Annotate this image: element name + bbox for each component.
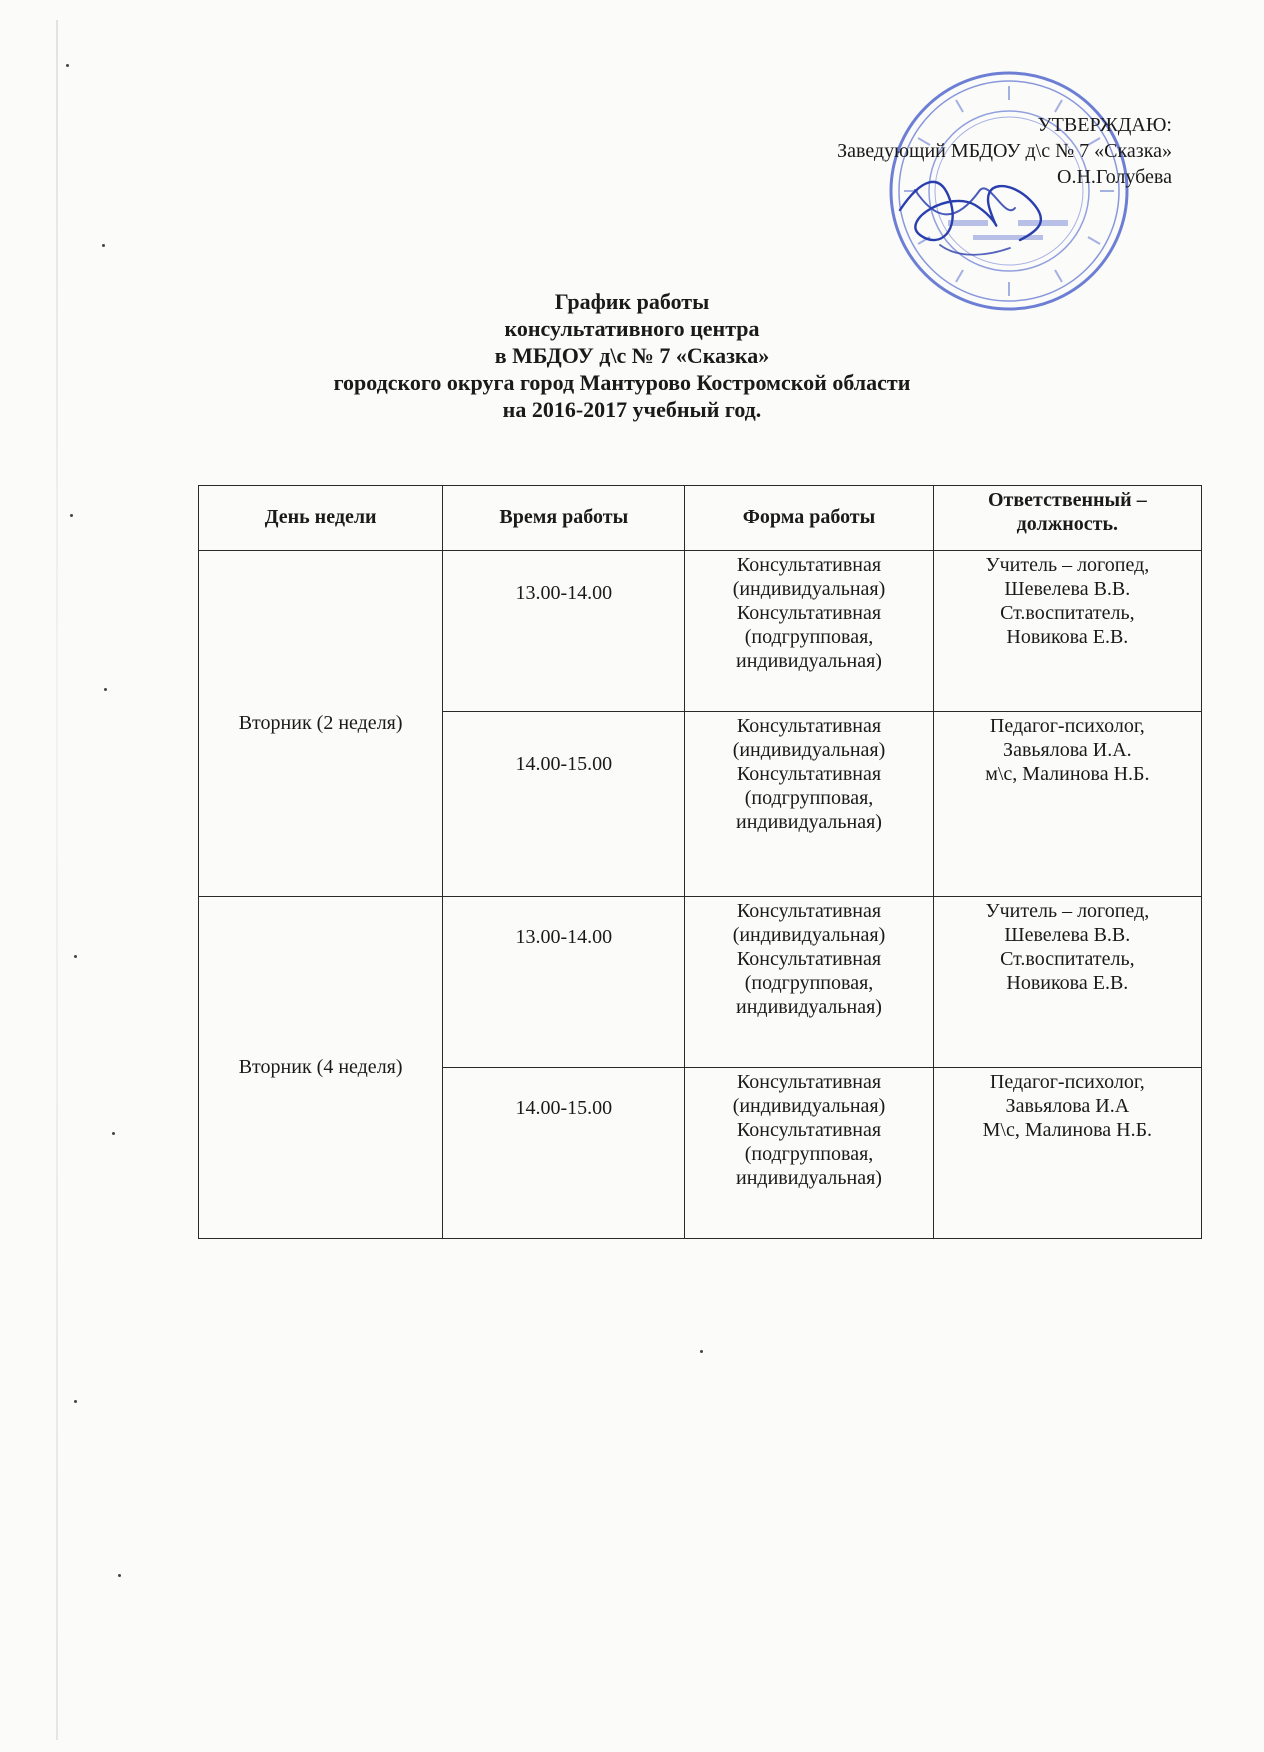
responsible-line: Ст.воспитатель, xyxy=(1000,602,1135,624)
form-line: Консультативная xyxy=(736,715,882,737)
form-line: (подгрупповая, xyxy=(744,1143,874,1165)
responsible-cell xyxy=(933,712,1201,897)
table-header-row xyxy=(199,486,1202,551)
form-line: индивидуальная) xyxy=(736,811,882,833)
responsible-cell xyxy=(933,1068,1201,1239)
form-line: Консультативная xyxy=(736,554,882,576)
responsible-line: Шевелева В.В. xyxy=(1004,578,1131,600)
table-row xyxy=(199,551,1202,712)
header-responsible-line: Ответственный – xyxy=(988,489,1147,511)
title-line-4: городского округа город Мантурово Костромской области xyxy=(333,370,911,395)
form-line: индивидуальная) xyxy=(736,996,882,1018)
title-line-1: График работы xyxy=(554,289,710,314)
form-cell xyxy=(685,1068,933,1239)
form-line: (подгрупповая, xyxy=(744,626,874,648)
handwritten-signature-icon xyxy=(880,150,1060,270)
form-line: Консультативная xyxy=(736,900,882,922)
form-line: индивидуальная) xyxy=(736,650,882,672)
scan-speck xyxy=(118,1574,121,1577)
time-cell: 14.00-15.00 xyxy=(443,1068,685,1239)
scan-speck xyxy=(66,64,69,67)
scan-speck xyxy=(70,514,73,517)
form-line: (индивидуальная) xyxy=(732,1095,886,1117)
responsible-line: Учитель – логопед, xyxy=(985,900,1150,922)
time-cell: 13.00-14.00 xyxy=(443,897,685,1068)
form-line: (индивидуальная) xyxy=(732,924,886,946)
form-line: Консультативная xyxy=(736,763,882,785)
form-cell xyxy=(685,897,933,1068)
responsible-line: Учитель – логопед, xyxy=(985,554,1150,576)
responsible-line: Новикова Е.В. xyxy=(1006,626,1129,648)
title-line-5: на 2016-2017 учебный год. xyxy=(502,397,762,422)
form-line: Консультативная xyxy=(736,1119,882,1141)
responsible-line: Шевелева В.В. xyxy=(1004,924,1131,946)
header-time: Время работы xyxy=(443,486,685,551)
time-cell: 13.00-14.00 xyxy=(443,551,685,712)
time-cell: 14.00-15.00 xyxy=(443,712,685,897)
scan-speck xyxy=(104,688,107,691)
scan-speck xyxy=(74,955,77,958)
responsible-line: Новикова Е.В. xyxy=(1006,972,1129,994)
form-line: (индивидуальная) xyxy=(732,739,886,761)
schedule-table xyxy=(198,485,1202,1239)
responsible-line: Педагог-психолог, xyxy=(989,1071,1145,1093)
form-line: Консультативная xyxy=(736,948,882,970)
responsible-line: Завьялова И.А. xyxy=(1003,739,1132,761)
scan-speck xyxy=(700,1350,703,1353)
approval-position: Заведующий МБДОУ д\с № 7 «Сказка» xyxy=(837,140,1172,162)
responsible-line: Педагог-психолог, xyxy=(989,715,1145,737)
title-line-3: в МБДОУ д\с № 7 «Сказка» xyxy=(494,343,770,368)
title-line-2: консультативного центра xyxy=(504,316,760,341)
responsible-line: м\с, Малинова Н.Б. xyxy=(985,763,1150,785)
day-cell: Вторник (4 неделя) xyxy=(199,897,443,1239)
responsible-cell xyxy=(933,897,1201,1068)
scan-speck xyxy=(74,1400,77,1403)
form-line: индивидуальная) xyxy=(736,1167,882,1189)
scan-speck xyxy=(102,244,105,247)
header-responsible xyxy=(933,486,1201,551)
approval-name: О.Н.Голубева xyxy=(1057,166,1172,188)
day-cell: Вторник (2 неделя) xyxy=(199,551,443,897)
form-line: (подгрупповая, xyxy=(744,972,874,994)
responsible-line: М\с, Малинова Н.Б. xyxy=(982,1119,1153,1141)
form-cell xyxy=(685,551,933,712)
approval-heading: УТВЕРЖДАЮ: xyxy=(1037,114,1172,136)
table-row xyxy=(199,897,1202,1068)
form-line: (подгрупповая, xyxy=(744,787,874,809)
responsible-cell xyxy=(933,551,1201,712)
header-responsible-line: должность. xyxy=(1016,513,1119,535)
responsible-line: Ст.воспитатель, xyxy=(1000,948,1135,970)
scan-left-edge xyxy=(56,20,58,1740)
form-line: Консультативная xyxy=(736,602,882,624)
form-cell xyxy=(685,712,933,897)
scan-speck xyxy=(112,1132,115,1135)
header-day: День недели xyxy=(199,486,443,551)
form-line: (индивидуальная) xyxy=(732,578,886,600)
header-form: Форма работы xyxy=(685,486,933,551)
responsible-line: Завьялова И.А xyxy=(1005,1095,1130,1117)
form-line: Консультативная xyxy=(736,1071,882,1093)
